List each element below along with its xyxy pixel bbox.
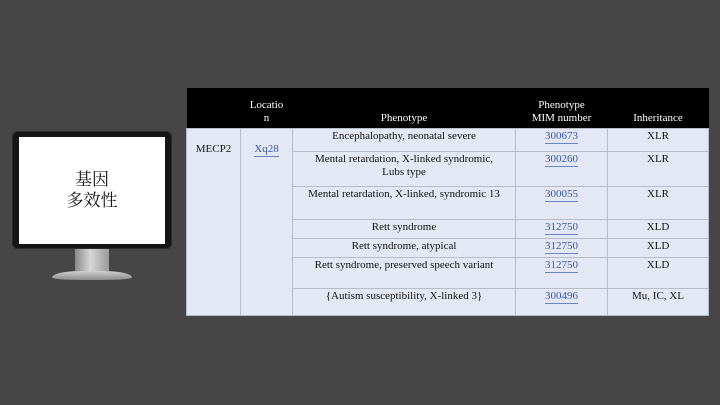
mim-cell [516,152,608,187]
inheritance-cell: XLD [608,239,709,258]
header-phenotype: Phenotype [293,88,516,129]
header-inheritance: Inheritance [608,88,709,129]
mim-cell [516,220,608,239]
mim-link[interactable]: 300260 [545,153,578,165]
header-gene [187,88,241,129]
phenotype-cell [293,187,516,220]
mim-link[interactable]: 300496 [545,290,578,302]
mim-link[interactable]: 312750 [545,259,578,271]
mim-link[interactable]: 300055 [545,188,578,200]
phenotype-table-container [186,88,708,316]
mim-cell [516,129,608,152]
inheritance-cell: XLR [608,187,709,220]
inheritance-cell: XLD [608,258,709,289]
inheritance-cell: XLR [608,152,709,187]
phenotype-cell [293,239,516,258]
phenotype-text: Rett syndrome [371,221,437,233]
monitor-screen [19,137,165,244]
location-link[interactable]: Xq28 [254,143,279,155]
header-location-line1: Locatio [249,99,284,111]
monitor-stand-neck [75,249,109,271]
header-mim-line2: MIM number [531,112,592,124]
header-mim-line1: Phenotype [538,99,585,111]
mim-link[interactable]: 312750 [545,221,578,233]
mim-cell [516,289,608,316]
table-header-row [187,88,709,129]
location-cell [241,129,293,316]
header-location-line2: n [263,112,270,124]
inheritance-cell: XLR [608,129,709,152]
phenotype-cell [293,258,516,289]
header-location [241,88,293,129]
phenotype-cell [293,289,516,316]
mim-link[interactable]: 312750 [545,240,578,252]
header-mim-number [516,88,608,129]
phenotype-text-line2: Lubs type [382,166,426,178]
phenotype-text: Encephalopathy, neonatal severe [332,130,476,142]
phenotype-text: Rett syndrome, preserved speech variant [314,259,494,271]
mim-cell [516,239,608,258]
phenotype-text: Mental retardation, X-linked, syndromic 13 [308,188,500,200]
phenotype-text: {Autism susceptibility, X-linked 3} [325,290,483,302]
mim-link[interactable]: 300673 [545,130,578,142]
monitor-bezel [12,131,172,249]
table-row [187,129,709,152]
gene-cell: MECP2 [187,129,241,316]
monitor-stand-base [52,271,132,280]
phenotype-cell [293,129,516,152]
monitor-text-line2: 多效性 [66,190,118,211]
inheritance-cell: Mu, IC, XL [608,289,709,316]
inheritance-cell: XLD [608,220,709,239]
phenotype-cell [293,152,516,187]
mim-cell [516,187,608,220]
mim-cell [516,258,608,289]
phenotype-text: Mental retardation, X-linked syndromic, [314,153,494,165]
monitor-graphic [12,131,172,288]
phenotype-text: Rett syndrome, atypical [351,240,457,252]
phenotype-cell [293,220,516,239]
monitor-text-line1: 基因 [75,169,109,190]
phenotype-table [186,88,709,316]
